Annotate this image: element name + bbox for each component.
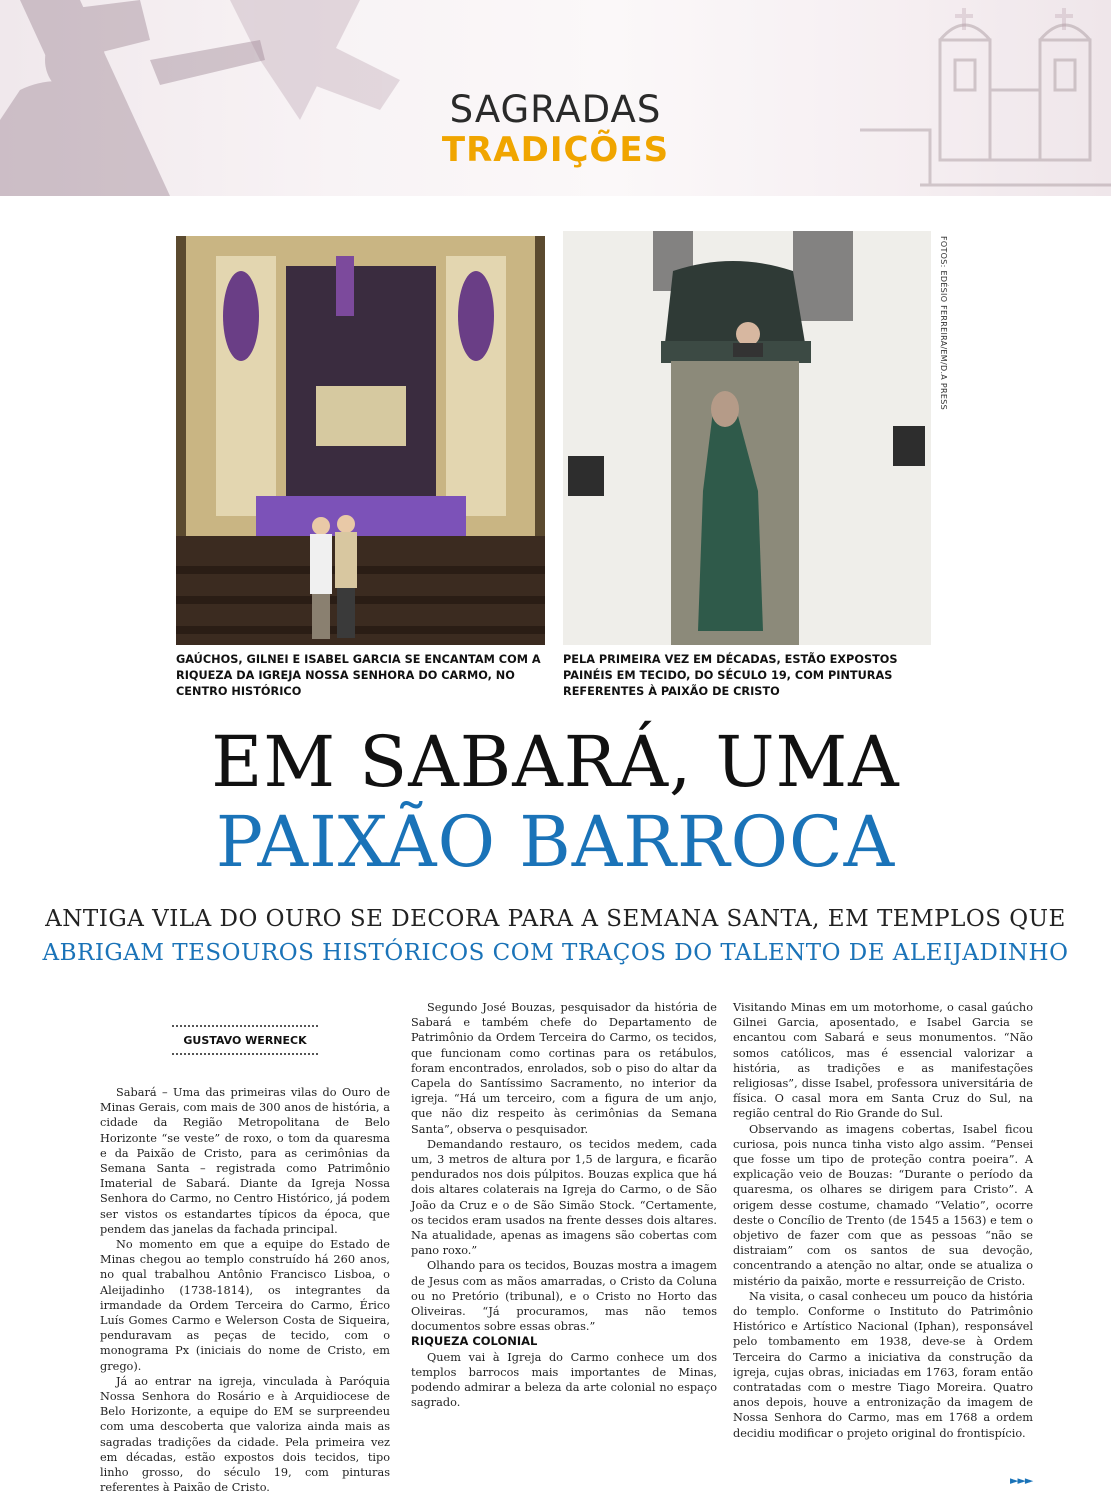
article-column-3 bbox=[733, 1000, 1033, 1441]
headline-line1: EM SABARÁ, UMA bbox=[211, 721, 900, 803]
article-paragraph: Na visita, o casal conheceu um pouco da história do templo. Conforme o Instituto do Patrimônio Histórico e Artístico Nacional (Iphan), responsável pelo tombamento em 1938, deve-se à Ordem Terceira do Carmo a iniciativa da construção da igreja, cujas obras, iniciadas em 1763, foram então contratadas com o mestre Tiago Moreira. Quatro anos depois, houve a entronização da imagem de Nossa Senhora do Carmo, mas em 1768 a ordem decidiu modificar o projeto original do frontispício. bbox=[733, 1289, 1033, 1440]
article-column-1 bbox=[100, 1085, 390, 1495]
byline-rule-bottom bbox=[172, 1053, 318, 1055]
section-kicker-highlight: TRADIÇÕES bbox=[441, 130, 670, 170]
byline-rule-top bbox=[172, 1025, 318, 1027]
article-column-2 bbox=[411, 1000, 717, 1410]
article-paragraph: Observando as imagens cobertas, Isabel ficou curiosa, pois nunca tinha visto algo assim. “Pensei que fosse um tipo de proteção contra poeira”. A explicação veio de Bouzas: “Durante o período da quaresma, os olhares se dirigem para Cristo”. A origem desse costume, chamado “Velatio”, ocorre deste o Concílio de Trento (de 1545 a 1563) e tem o objetivo de fazer com que as pessoas “não se distraiam” com os santos de sua devoção, concentrando a atenção no altar, onde se atualiza o mistério da paixão, morte e ressurreição de Cristo. bbox=[733, 1122, 1033, 1288]
continue-arrow-icon: ►►► bbox=[1010, 1474, 1033, 1487]
byline: GUSTAVO WERNECK bbox=[183, 1034, 307, 1047]
photo-caption-right: PELA PRIMEIRA VEZ EM DÉCADAS, ESTÃO EXPOSTOS PAINÉIS EM TECIDO, DO SÉCULO 19, COM PINTURAS REFERENTES À PAIXÃO DE CRISTO bbox=[563, 653, 898, 698]
deck-line1: ANTIGA VILA DO OURO SE DECORA PARA A SEMANA SANTA, EM TEMPLOS QUE bbox=[45, 906, 1066, 932]
section-kicker: SAGRADAS bbox=[449, 88, 662, 131]
painted-fabric-panel-photo bbox=[563, 231, 931, 645]
article-paragraph: Segundo José Bouzas, pesquisador da história de Sabará e também chefe do Departamento de Patrimônio da Ordem Terceira do Carmo, os tecidos, que funcionam como cortinas para os retábulos, foram encontrados, enrolados, sob o piso do altar da Capela do Santíssimo Sacramento, no interior da igreja. “Há um terceiro, com a figura de um anjo, que não diz respeito às cerimônias da Semana Santa”, observa o pesquisador. bbox=[411, 1001, 717, 1136]
article-paragraph: Visitando Minas em um motorhome, o casal gaúcho Gilnei Garcia, aposentado, e Isabel Garcia se encantou com Sabará e seus monumentos. “Não somos católicos, mas é essencial valorizar a história, as tradições e as manifestações religiosas”, disse Isabel, professora universitária de física. O casal mora em Santa Cruz do Sul, na região central do Rio Grande do Sul. bbox=[733, 1001, 1033, 1121]
article-paragraph: Quem vai à Igreja do Carmo conhece um dos templos barrocos mais importantes de Minas, podendo admirar a beleza da arte colonial no espaço sagrado. bbox=[411, 1350, 717, 1410]
church-altar-photo bbox=[176, 236, 545, 645]
photo-credit: FOTOS: EDÉSIO FERREIRA/EM/D.A PRESS bbox=[939, 236, 948, 410]
article-paragraph: No momento em que a equipe do Estado de Minas chegou ao templo construído há 260 anos, no qual trabalhou Antônio Francisco Lisboa, o Aleijadinho (1738-1814), os integrantes da irmandade da Ordem Terceira do Carmo, Érico Luís Gomes Carmo e Welerson Costa de Siqueira, penduravam as peças de tecido, com o monograma Px (iniciais do nome de Cristo, em grego). bbox=[100, 1238, 390, 1373]
article-subhead: RIQUEZA COLONIAL bbox=[411, 1334, 538, 1349]
deck-line2: ABRIGAM TESOUROS HISTÓRICOS COM TRAÇOS DO TALENTO DE ALEIJADINHO bbox=[42, 940, 1069, 966]
article-paragraph: Olhando para os tecidos, Bouzas mostra a imagem de Jesus com as mãos amarradas, o Cristo da Coluna ou no Pretório (tribunal), e o Cristo no Horto das Oliveiras. “Já procuramos, mas não temos documentos sobre essas obras.” bbox=[411, 1259, 717, 1334]
headline-line2: PAIXÃO BARROCA bbox=[215, 801, 896, 883]
photo-caption-left: GAÚCHOS, GILNEI E ISABEL GARCIA SE ENCANTAM COM A RIQUEZA DA IGREJA NOSSA SENHORA DO CARMO, NO CENTRO HISTÓRICO bbox=[176, 653, 541, 698]
article-paragraph: Demandando restauro, os tecidos medem, cada um, 3 metros de altura por 1,5 de largura, e ficarão pendurados nos dois púlpitos. Bouzas explica que há dois altares colaterais na Igreja do Carmo, o de São João da Cruz e o de São Simão Stock. “Certamente, os tecidos eram usados na frente desses dois altares. Na atualidade, apenas as imagens são cobertas com pano roxo.” bbox=[411, 1137, 717, 1258]
article-paragraph: Já ao entrar na igreja, vinculada à Paróquia Nossa Senhora do Rosário e à Arquidiocese de Belo Horizonte, a equipe do EM se surpreendeu com uma descoberta que valoriza ainda mais as sagradas tradições da cidade. Pela primeira vez em décadas, estão expostos dois tecidos, tipo linho grosso, do século 19, com pinturas referentes à Paixão de Cristo. bbox=[100, 1374, 390, 1495]
article-paragraph: Sabará – Uma das primeiras vilas do Ouro de Minas Gerais, com mais de 300 anos de história, a cidade da Região Metropolitana de Belo Horizonte “se veste” de roxo, o tom da quaresma e da Paixão de Cristo, para as cerimônias da Semana Santa – registrada como Patrimônio Imaterial de Sabará. Diante da Igreja Nossa Senhora do Carmo, no Centro Histórico, já podem ser vistos os estandartes típicos da época, que pendem das janelas da fachada principal. bbox=[100, 1086, 390, 1236]
